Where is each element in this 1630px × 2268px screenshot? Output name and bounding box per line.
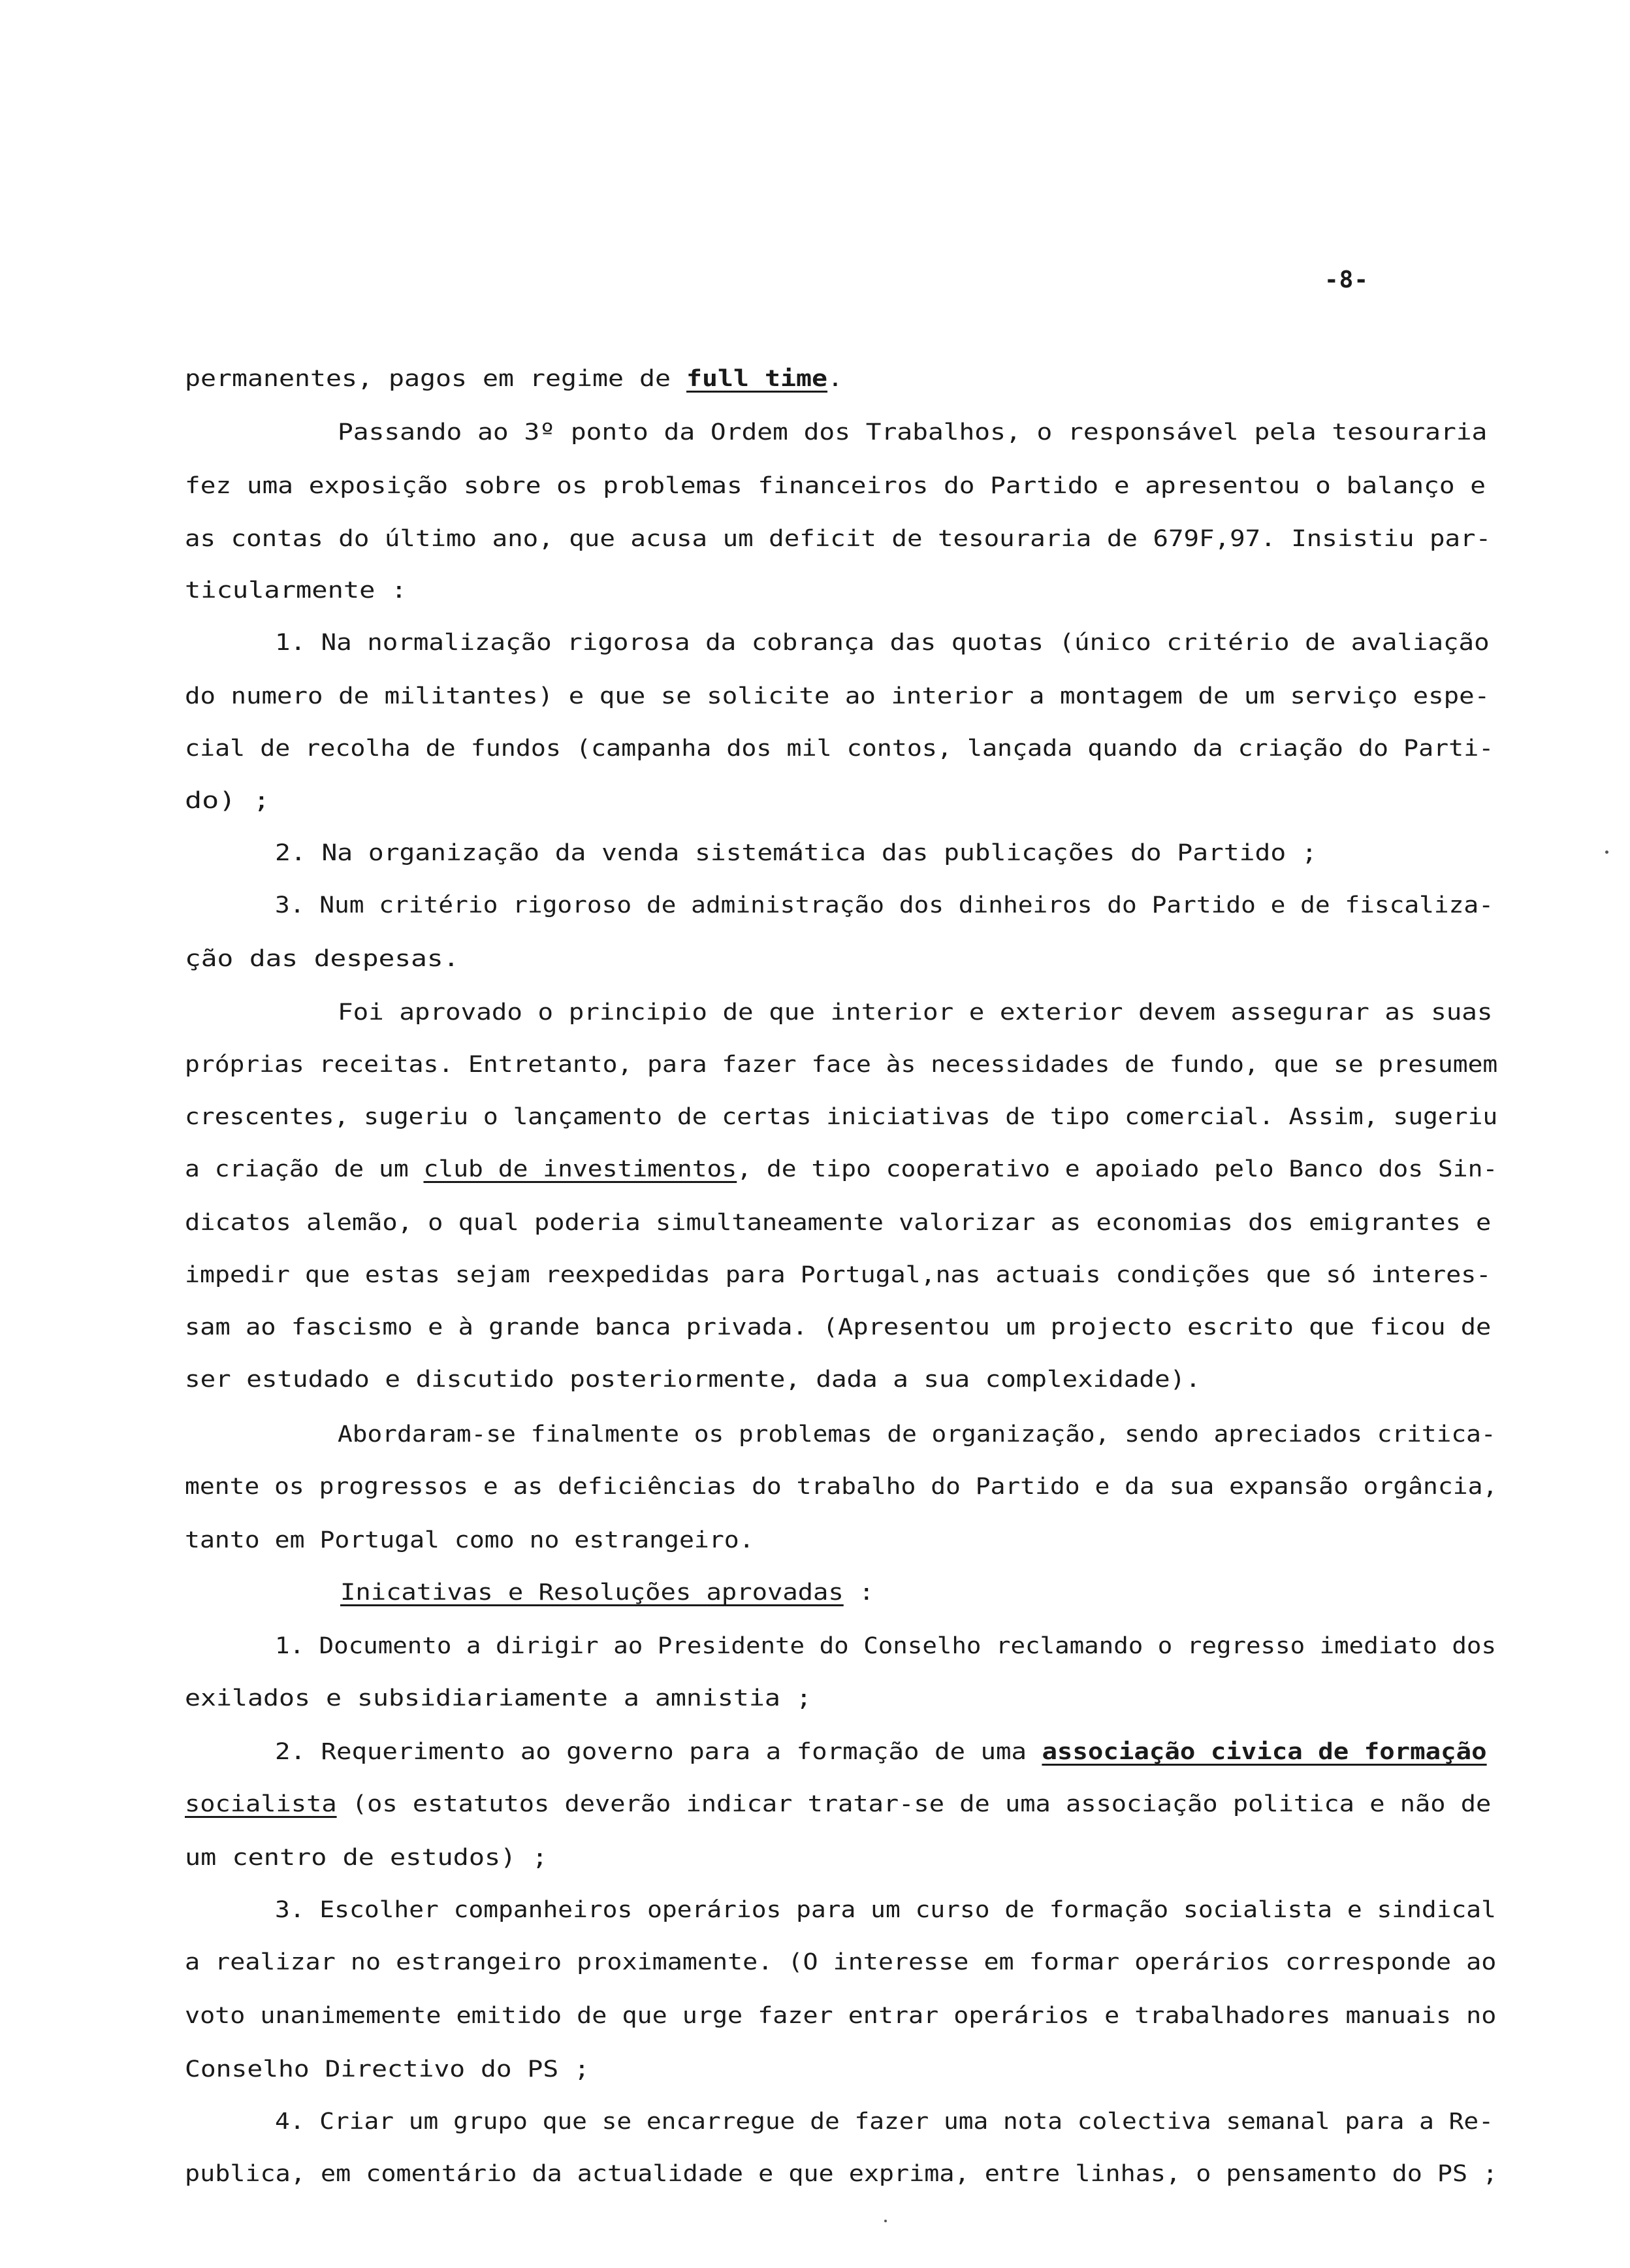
page-number: -8- (1324, 267, 1369, 293)
text-segment: permanentes, pagos em regime de (185, 366, 687, 392)
text-segment: , de tipo cooperativo e apoiado pelo Banco dos Sin- (737, 1156, 1498, 1182)
text-line: mente os progressos e as deficiências do trabalho do Partido e da sua expansão orgância, (185, 1474, 1498, 1500)
section-heading (340, 1578, 874, 1607)
text-line: Abordaram-se finalmente os problemas de organização, sendo apreciados critica- (338, 1421, 1496, 1448)
text-line: Foi aprovado o principio de que interior e exterior devem assegurar as suas (338, 999, 1493, 1026)
text-line: do numero de militantes) e que se solicite ao interior a montagem de um serviço espe- (185, 683, 1490, 709)
scan-speck (1605, 850, 1608, 854)
text-line: do) ; (185, 788, 270, 814)
text-line: a realizar no estrangeiro proximamente. (O interesse em formar operários corresponde ao (185, 1949, 1497, 1975)
text-line: fez uma exposição sobre os problemas financeiros do Partido e apresentou o balanço e (185, 473, 1486, 499)
underlined-term: associação civica de formação (1042, 1739, 1487, 1765)
text-line (185, 364, 843, 393)
text-line: próprias receitas. Entretanto, para fazer face às necessidades de fundo, que se presumem (185, 1052, 1498, 1078)
text-line: ticularmente : (185, 577, 408, 604)
text-segment: a criação de um (185, 1156, 424, 1182)
text-line: cial de recolha de fundos (campanha dos mil contos, lançada quando da criação do Parti- (185, 736, 1494, 762)
text-line: 4. Criar um grupo que se encarregue de fazer uma nota colectiva semanal para a Re- (275, 2109, 1494, 2135)
text-line: as contas do último ano, que acusa um deficit de tesouraria de 679F,97. Insistiu par- (185, 526, 1492, 552)
text-line: ser estudado e discutido posteriormente, dada a sua complexidade). (185, 1367, 1201, 1393)
text-line (185, 1790, 1491, 1819)
underlined-term: full time (686, 366, 828, 392)
text-line: exilados e subsidiariamente a amnistia ; (185, 1685, 812, 1711)
text-line: ção das despesas. (185, 946, 460, 972)
text-line (185, 1155, 1497, 1184)
text-line (275, 1738, 1487, 1766)
text-segment: . (827, 366, 844, 392)
text-line: 2. Na organização da venda sistemática das publicações do Partido ; (275, 840, 1317, 866)
text-line: 3. Escolher companheiros operários para um curso de formação socialista e sindical (275, 1897, 1496, 1923)
text-line: 1. Documento a dirigir ao Presidente do Conselho reclamando o regresso imediato dos (275, 1633, 1496, 1659)
text-line: tanto em Portugal como no estrangeiro. (185, 1527, 754, 1553)
text-line: impedir que estas sejam reexpedidas para Portugal,nas actuais condições que só interes- (185, 1262, 1492, 1288)
underlined-term: club de investimentos (423, 1156, 737, 1182)
text-line: dicatos alemão, o qual poderia simultaneamente valorizar as economias dos emigrantes e (185, 1210, 1492, 1236)
underlined-term: socialista (185, 1791, 337, 1817)
text-line: Conselho Directivo do PS ; (185, 2056, 590, 2082)
text-line: publica, em comentário da actualidade e que exprima, entre linhas, o pensamento do PS ; (185, 2161, 1498, 2187)
heading-text: Inicativas e Resoluções aprovadas (340, 1580, 844, 1606)
text-line: Passando ao 3º ponto da Ordem dos Trabalhos, o responsável pela tesouraria (338, 419, 1488, 446)
text-segment: (os estatutos deverão indicar tratar-se de uma associação politica e não de (336, 1791, 1492, 1817)
text-line: 1. Na normalização rigorosa da cobrança das quotas (único critério de avaliação (275, 630, 1490, 656)
text-line: voto unanimemente emitido de que urge fazer entrar operários e trabalhadores manuais no (185, 2003, 1497, 2029)
text-line: um centro de estudos) ; (185, 1845, 548, 1871)
text-segment: : (843, 1580, 874, 1606)
scan-speck (884, 2220, 887, 2222)
text-line: sam ao fascismo e à grande banca privada. (Apresentou um projecto escrito que ficou de (185, 1314, 1492, 1340)
text-line: crescentes, sugeriu o lançamento de certas iniciativas de tipo comercial. Assim, sugeriu (185, 1104, 1498, 1130)
text-segment: 2. Requerimento ao governo para a formação de uma (275, 1739, 1042, 1765)
text-line: 3. Num critério rigoroso de administração dos dinheiros do Partido e de fiscaliza- (275, 892, 1494, 918)
